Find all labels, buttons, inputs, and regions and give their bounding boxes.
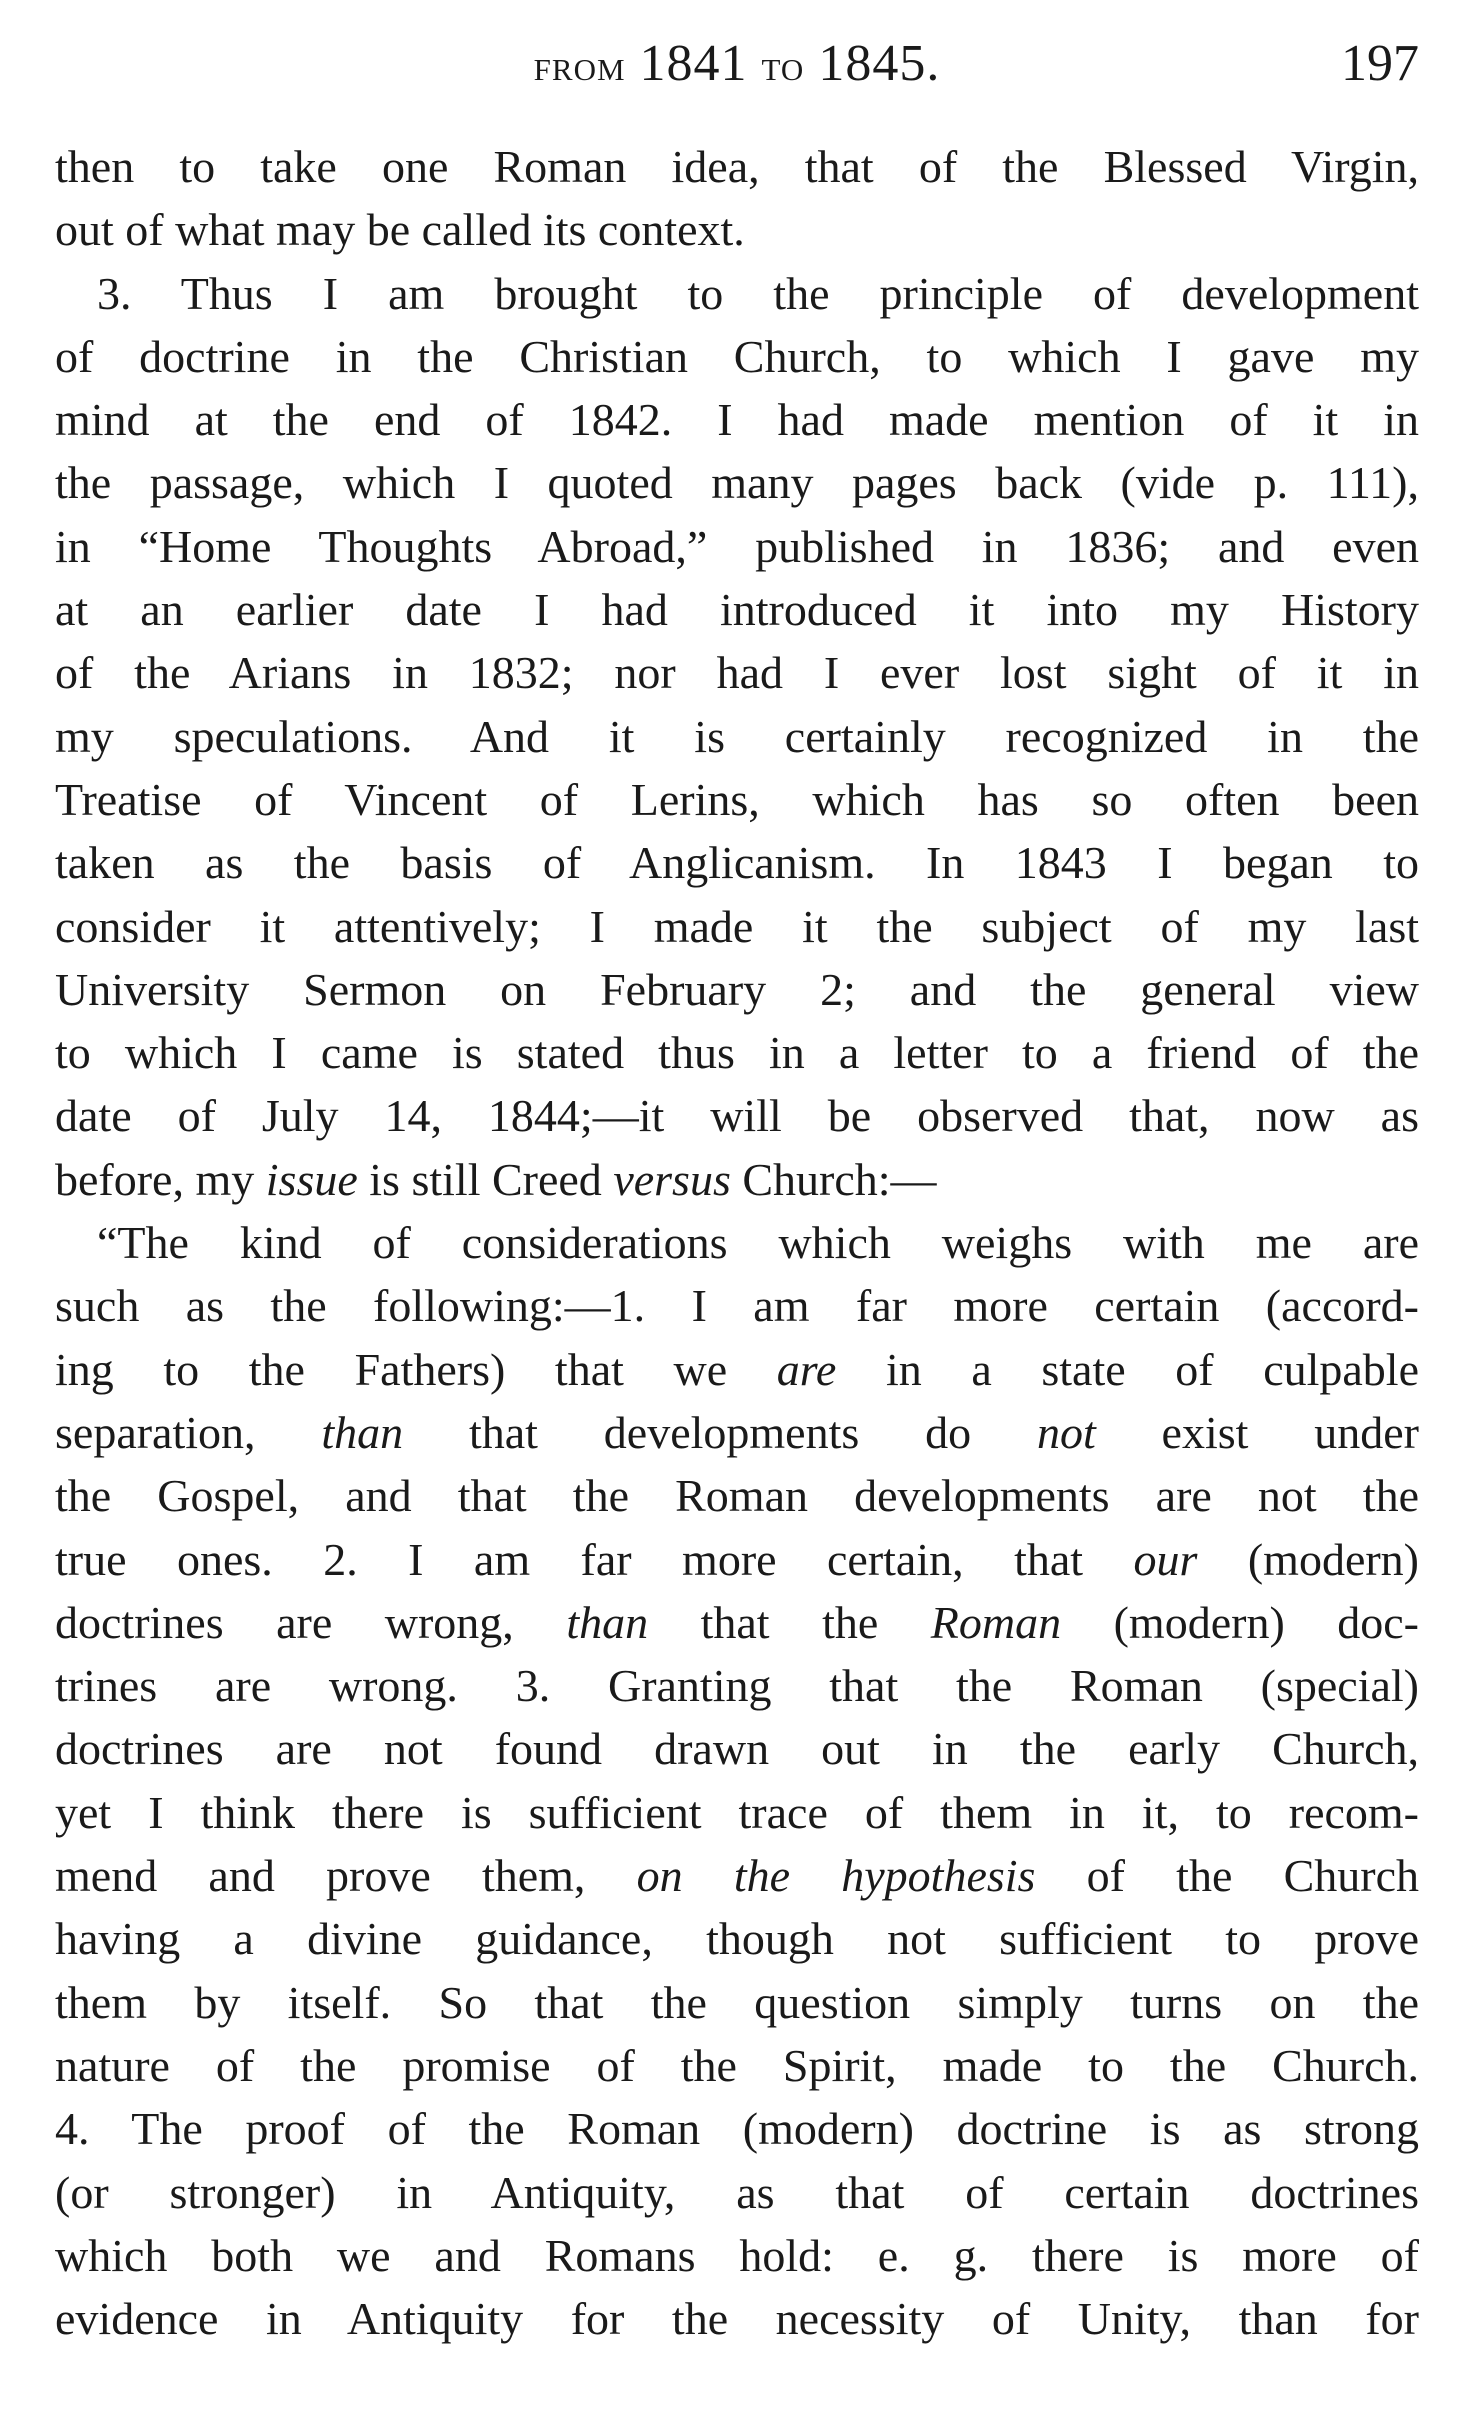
text-line: of doctrine in the Christian Church, to which I gave my — [55, 330, 1419, 382]
italic-run: versus — [613, 1153, 731, 1205]
italic-run: not — [1036, 1406, 1096, 1458]
text-line: University Sermon on February 2; and the general view — [55, 963, 1419, 1015]
text-line — [55, 1528, 1419, 1591]
quotation-start: “The kind of considerations which weighs with me are — [97, 1217, 1419, 1269]
italic-run: Roman — [930, 1596, 1062, 1648]
text-line: doctrines are not found drawn out in the early Church, — [55, 1723, 1419, 1775]
text-run: (modern) doc- — [1061, 1596, 1419, 1648]
italic-run: are — [776, 1343, 837, 1395]
text-run: true ones. 2. I am far more certain, that — [55, 1533, 1134, 1585]
text-run: of the Church — [1035, 1850, 1419, 1902]
text-line: nature of the promise of the Spirit, made to the Church. — [55, 2039, 1419, 2091]
header-year-end: 1845. — [818, 35, 941, 92]
text-line: trines are wrong. 3. Granting that the Roman (special) — [55, 1660, 1419, 1712]
text-line: out of what may be called its context. — [55, 204, 745, 256]
text-line — [55, 1148, 1419, 1211]
text-line: date of July 14, 1844;—it will be observed that, now as — [55, 1090, 1419, 1142]
header-to-word: to — [761, 41, 805, 90]
italic-run: our — [1133, 1533, 1198, 1585]
text-line: evidence in Antiquity for the necessity of Unity, than for — [55, 2293, 1419, 2345]
text-line: having a divine guidance, though not sufficient to prove — [55, 1913, 1419, 1965]
text-line: yet I think there is sufficient trace of them in it, to recom- — [55, 1786, 1419, 1838]
text-run: mend and prove them, — [55, 1850, 637, 1902]
italic-run: on the hypothesis — [636, 1850, 1036, 1902]
text-run: that developments do — [403, 1406, 1037, 1458]
text-line: them by itself. So that the question simply turns on the — [55, 1976, 1419, 2028]
text-line: consider it attentively; I made it the subject of my last — [55, 900, 1419, 952]
text-line — [55, 1591, 1419, 1654]
text-line: of the Arians in 1832; nor had I ever lost sight of it in — [55, 647, 1419, 699]
text-run: that the — [648, 1596, 931, 1648]
paragraph-3-start: 3. Thus I am brought to the principle of development — [97, 267, 1419, 319]
text-run: before, my — [55, 1153, 266, 1205]
text-run: doctrines are wrong, — [55, 1596, 567, 1648]
text-line: then to take one Roman idea, that of the Blessed Virgin, — [55, 141, 1419, 192]
running-header — [55, 34, 1419, 94]
text-line — [55, 1338, 1419, 1401]
text-line: the passage, which I quoted many pages back (vide p. 111), — [55, 457, 1419, 509]
page-number: 197 — [1341, 35, 1419, 92]
text-line: mind at the end of 1842. I had made mention of it in — [55, 394, 1419, 446]
italic-run: than — [566, 1596, 649, 1648]
text-line: taken as the basis of Anglicanism. In 1843 I began to — [55, 837, 1419, 889]
text-line — [55, 1401, 1419, 1464]
italic-run: issue — [265, 1153, 358, 1205]
text-line: which both we and Romans hold: e. g. there is more of — [55, 2229, 1419, 2281]
text-line — [55, 1844, 1419, 1907]
text-run: (modern) — [1197, 1533, 1419, 1585]
text-line: in “Home Thoughts Abroad,” published in 1836; and even — [55, 520, 1419, 572]
header-from-word: from — [533, 41, 626, 90]
text-line: the Gospel, and that the Roman developments are not the — [55, 1470, 1419, 1522]
text-run: Church:— — [730, 1153, 937, 1205]
text-line: to which I came is stated thus in a letter to a friend of the — [55, 1027, 1419, 1079]
text-run: ing to the Fathers) that we — [55, 1343, 777, 1395]
text-line: (or stronger) in Antiquity, as that of certain doctrines — [55, 2166, 1419, 2218]
header-title — [55, 34, 1419, 93]
body-text — [55, 135, 1419, 2350]
text-line: at an earlier date I had introduced it into my History — [55, 584, 1419, 636]
text-run: exist under — [1095, 1406, 1419, 1458]
text-line: such as the following:—1. I am far more certain (accord- — [55, 1280, 1419, 1332]
text-line: Treatise of Vincent of Lerins, which has so often been — [55, 773, 1419, 825]
text-run: in a state of culpable — [836, 1343, 1420, 1395]
text-line: 4. The proof of the Roman (modern) doctrine is as strong — [55, 2103, 1419, 2155]
text-run: is still Creed — [357, 1153, 614, 1205]
text-line: my speculations. And it is certainly recognized in the — [55, 710, 1419, 762]
text-run: separation, — [55, 1406, 322, 1458]
header-year-start: 1841 — [639, 35, 748, 92]
italic-run: than — [321, 1406, 404, 1458]
